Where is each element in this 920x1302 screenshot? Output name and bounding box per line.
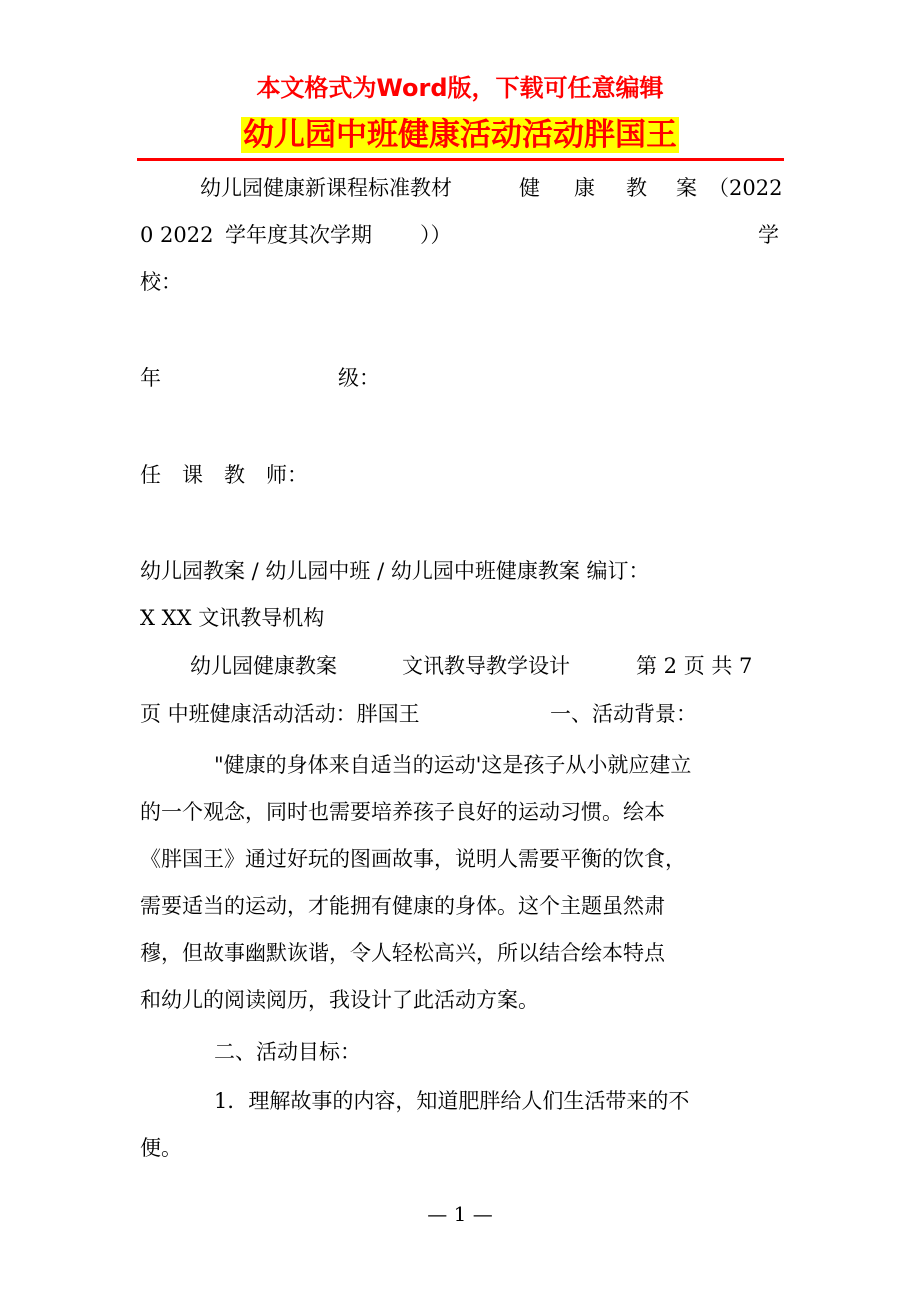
info-line2-paren: ）） [420, 223, 452, 247]
info-line1-text: 幼儿园健康新课程标准教材 [200, 176, 452, 200]
info-line1-char: 康 [574, 176, 595, 200]
grade-label-start: 年 [140, 366, 161, 390]
school-label-end: 校： [140, 270, 182, 294]
page-number: — 1 — [427, 1202, 493, 1226]
section-heading-background: 一、活动背景： [550, 702, 697, 726]
word-format-banner: 本文格式为Word版，下载可任意编辑 [256, 74, 664, 102]
organization: X XX 文讯教导机构 [140, 606, 325, 630]
design-label: 幼儿园健康教案 [190, 654, 337, 678]
info-line2-year: 0 2022 [140, 223, 214, 247]
paragraph-line: 穆，但故事幽默诙谐，令人轻松高兴，所以结合绘本特点 [140, 941, 665, 965]
document-title [0, 114, 920, 156]
category-path: 幼儿园教案 / 幼儿园中班 / 幼儿园中班健康教案 编订： [140, 559, 650, 583]
page-count-start: 第 2 页 共 7 [636, 654, 753, 678]
info-line1-year: （2022 [708, 176, 783, 200]
activity-name: 页 中班健康活动活动：胖国王 [140, 702, 420, 726]
title-divider [137, 158, 784, 161]
info-line1-char: 教 [626, 176, 647, 200]
school-label-start: 学 [758, 223, 779, 247]
paragraph-line: 和幼儿的阅读阅历，我设计了此活动方案。 [140, 988, 539, 1012]
paragraph-line: 需要适当的运动，才能拥有健康的身体。这个主题虽然肃 [140, 894, 665, 918]
goal-line: 1．理解故事的内容，知道肥胖给人们生活带来的不 [214, 1089, 690, 1113]
design-org: 文讯教导教学设计 [402, 654, 570, 678]
grade-label-end: 级： [338, 366, 380, 390]
document-title-text: 幼儿园中班健康活动活动胖国王 [243, 117, 677, 153]
paragraph-line: 《胖国王》通过好玩的图画故事，说明人需要平衡的饮食， [140, 847, 686, 871]
paragraph-line: "健康的身体来自适当的运动'这是孩子从小就应建立 [214, 753, 692, 777]
info-line1-char: 健 [519, 176, 540, 200]
info-line2-term: 学年度其次学期 [225, 223, 372, 247]
teacher-label: 任 课 教 师： [140, 463, 308, 487]
info-line1-char: 案 [676, 176, 697, 200]
section-heading-goals: 二、活动目标： [214, 1040, 361, 1064]
paragraph-line: 的一个观念，同时也需要培养孩子良好的运动习惯。绘本 [140, 800, 665, 824]
goal-line: 便。 [140, 1136, 182, 1160]
